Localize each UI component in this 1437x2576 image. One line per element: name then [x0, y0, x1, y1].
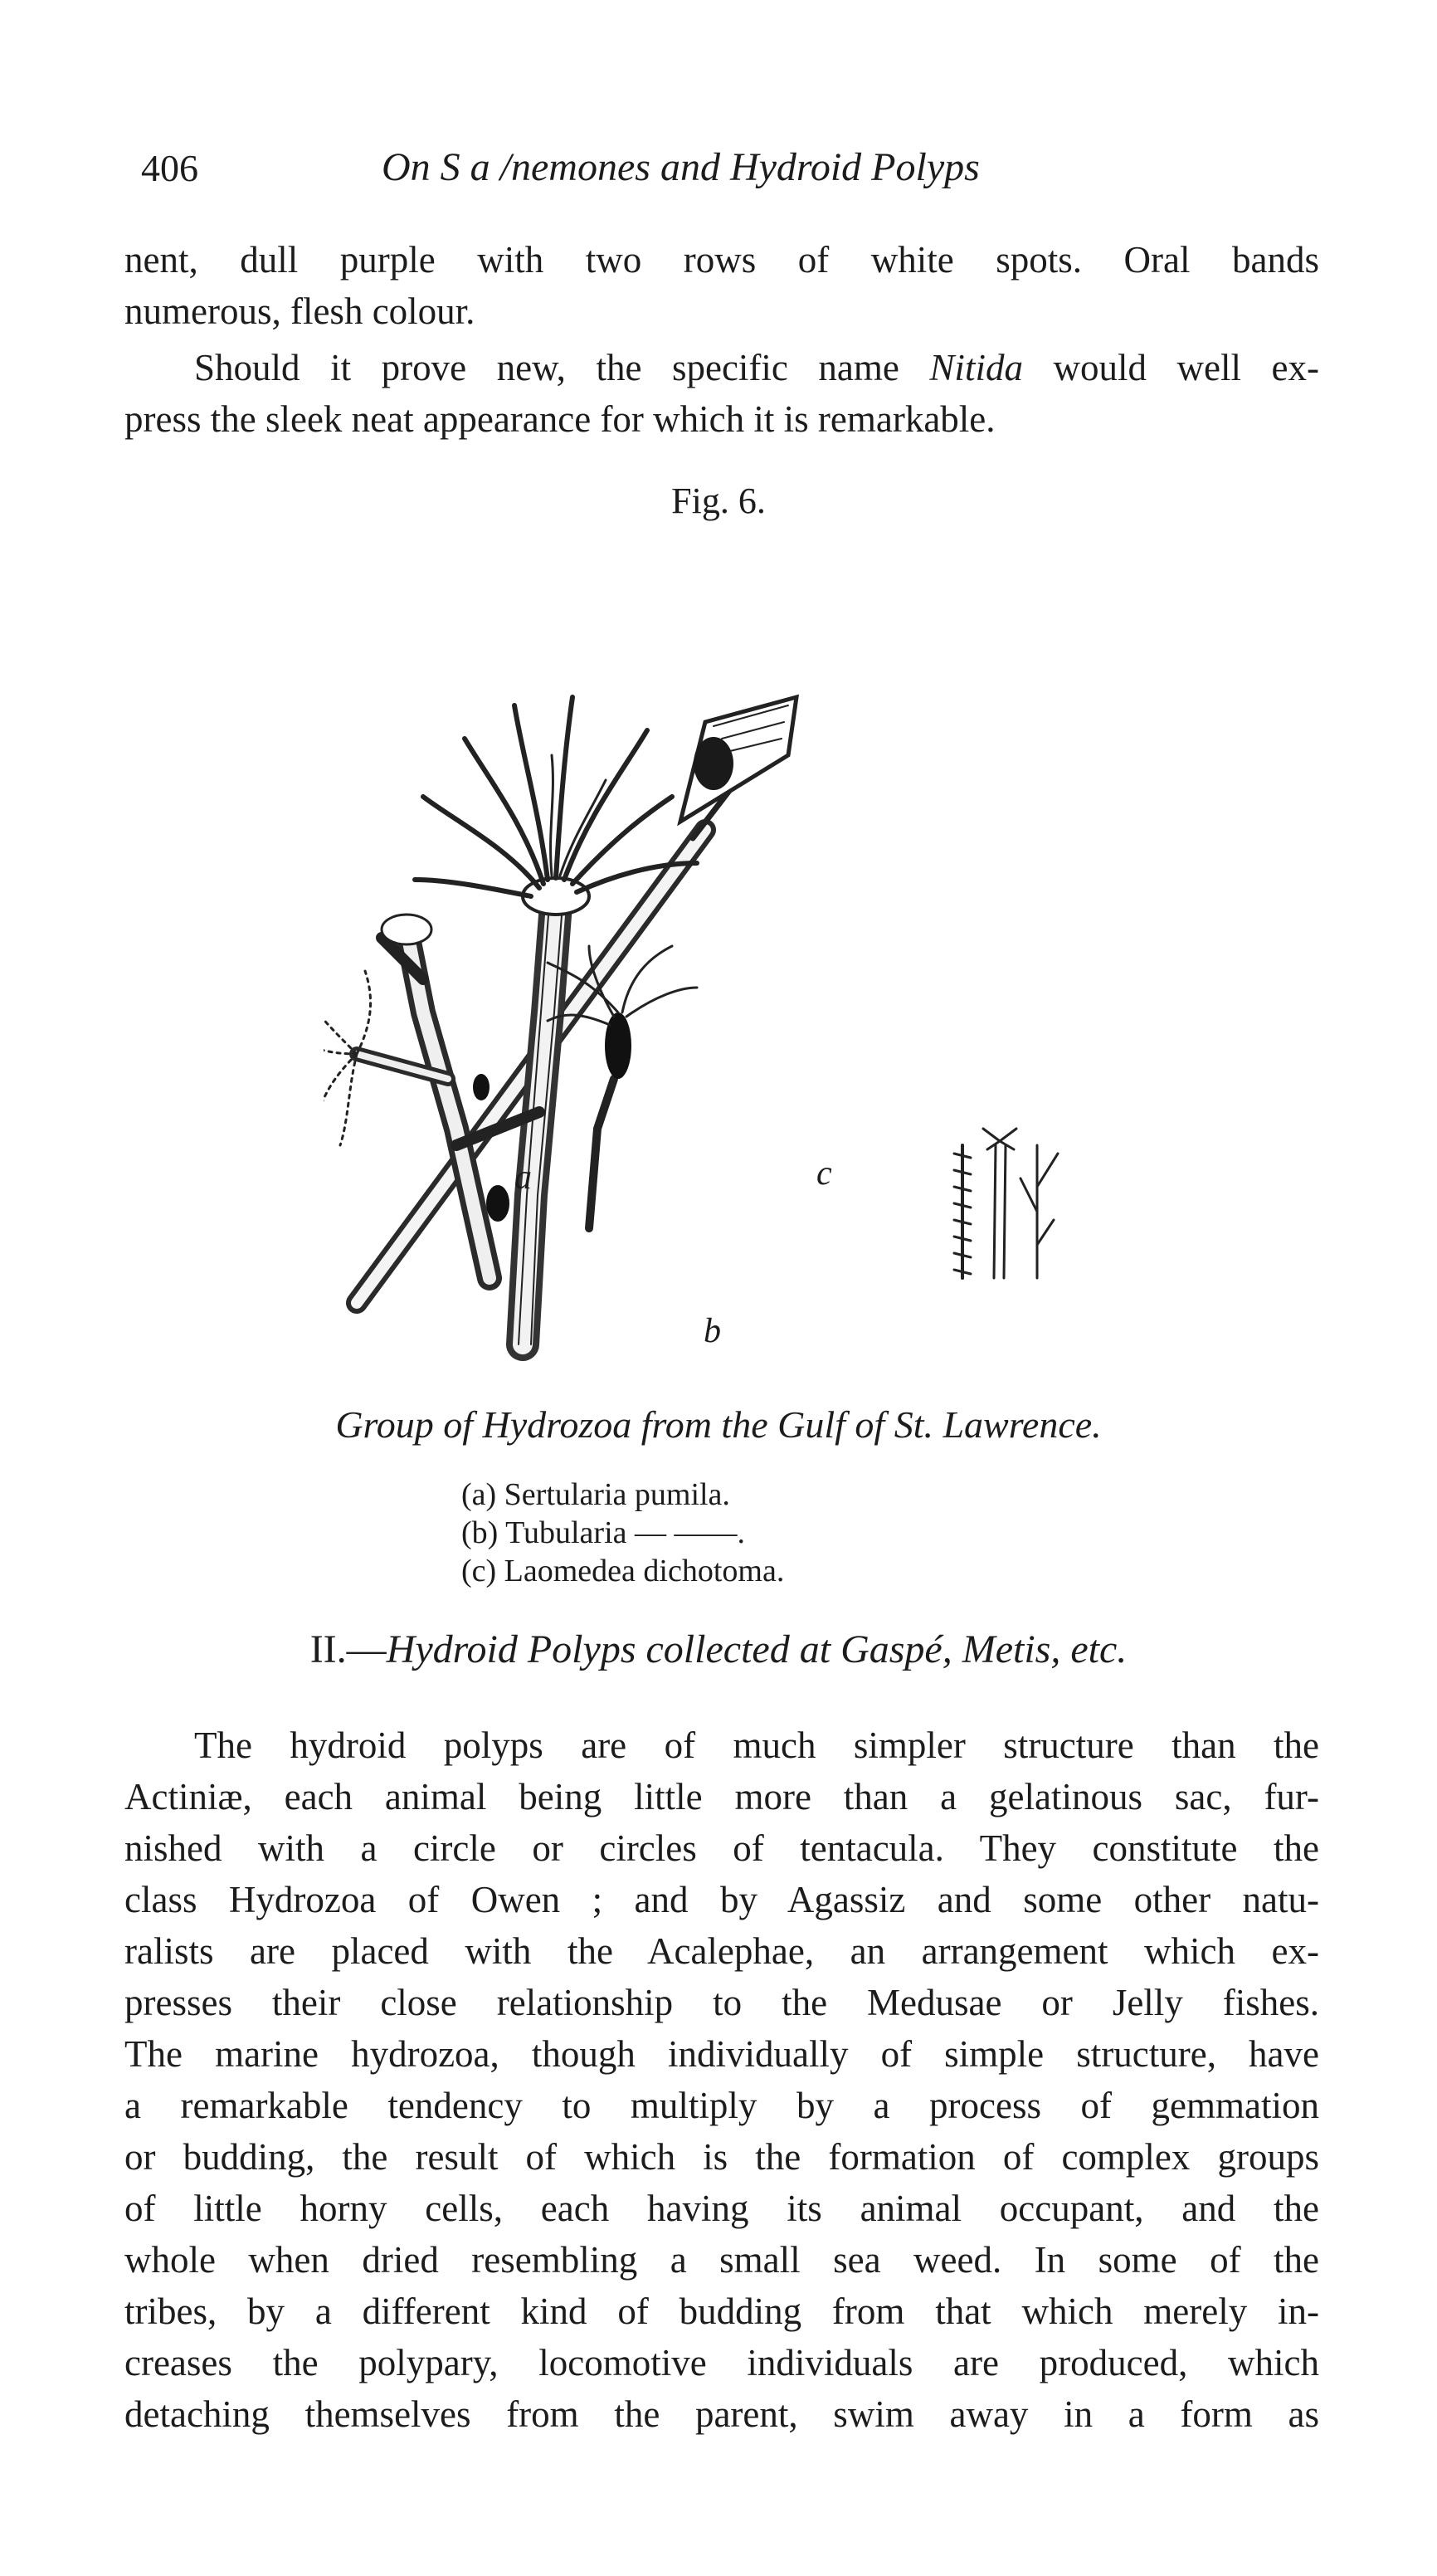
text-line: numerous, flesh colour. [124, 290, 475, 332]
figure-caption: Group of Hydrozoa from the Gulf of St. Lawrence. [335, 1403, 1102, 1446]
text-line: nent, dull purple with two rows of white spots. Oral bands [124, 239, 1319, 281]
scale-tubularia [994, 1145, 996, 1278]
text-line: class Hydrozoa of Owen ; and by Agassiz and some other natu- [124, 1879, 1319, 1920]
legend-item: (a) Sertularia pumila. [461, 1477, 730, 1512]
text-line: The hydroid polyps are of much simpler structure than the [194, 1725, 1319, 1766]
text-line: ralists are placed with the Acalephae, an arrangement which ex- [124, 1930, 1319, 1972]
text-line: Actiniæ, each animal being little more than a gelatinous sac, fur- [124, 1776, 1319, 1817]
figure-letter-b: b [704, 1312, 721, 1350]
figure-letter-a: a [514, 1159, 532, 1197]
running-head [141, 139, 1336, 198]
text-line: tribes, by a different kind of budding from that which merely in- [124, 2291, 1319, 2332]
naming-paragraph [124, 342, 1319, 445]
text-line: nished with a circle or circles of tentacula. They constitute the [124, 1827, 1319, 1869]
text-line: creases the polypary, locomotive individuals are produced, which [124, 2342, 1319, 2383]
running-title: On S a /nemones and Hydroid Polyps [382, 145, 980, 189]
figure-letter-c: c [816, 1154, 832, 1193]
section-heading [0, 1627, 1437, 1672]
section-title: Hydroid Polyps collected at Gaspé, Metis, etc. [386, 1627, 1128, 1671]
text-line: presses their close relationship to the Medusae or Jelly fishes. [124, 1982, 1319, 2023]
text-line: of little horny cells, each having its animal occupant, and the [124, 2188, 1319, 2229]
legend-item: (c) Laomedea dichotoma. [461, 1554, 785, 1588]
section-number: II.— [309, 1627, 387, 1671]
text-line: The marine hydrozoa, though individually of simple structure, have [124, 2033, 1319, 2075]
text-line [124, 342, 1319, 393]
legend-item: (b) Tubularia — ——. [461, 1515, 745, 1550]
small-polyp [605, 1012, 631, 1079]
text-line: a remarkable tendency to multiply by a process of gemmation [124, 2085, 1319, 2126]
species-name: Nitida [929, 347, 1023, 388]
page-number: 406 [141, 147, 198, 189]
engraving-drawing [324, 548, 1070, 1378]
text-line: or budding, the result of which is the formation of complex groups [124, 2136, 1319, 2178]
scale-laomedea [1021, 1145, 1058, 1278]
hydrozoa-illustration [324, 548, 1070, 1378]
laomedea-polyp [694, 737, 733, 790]
text-run: would well ex- [1022, 347, 1320, 388]
text-run: Should it prove new, the specific name [194, 347, 930, 388]
text-line: detaching themselves from the parent, swim away in a form as [124, 2393, 1319, 2435]
figure-label: Fig. 6. [671, 481, 766, 521]
text-line: press the sleek neat appearance for which it is remarkable. [124, 398, 996, 440]
text-line: whole when dried resembling a small sea weed. In some of the [124, 2239, 1319, 2281]
body-paragraph [124, 1720, 1319, 2442]
intro-paragraph [124, 234, 1319, 337]
